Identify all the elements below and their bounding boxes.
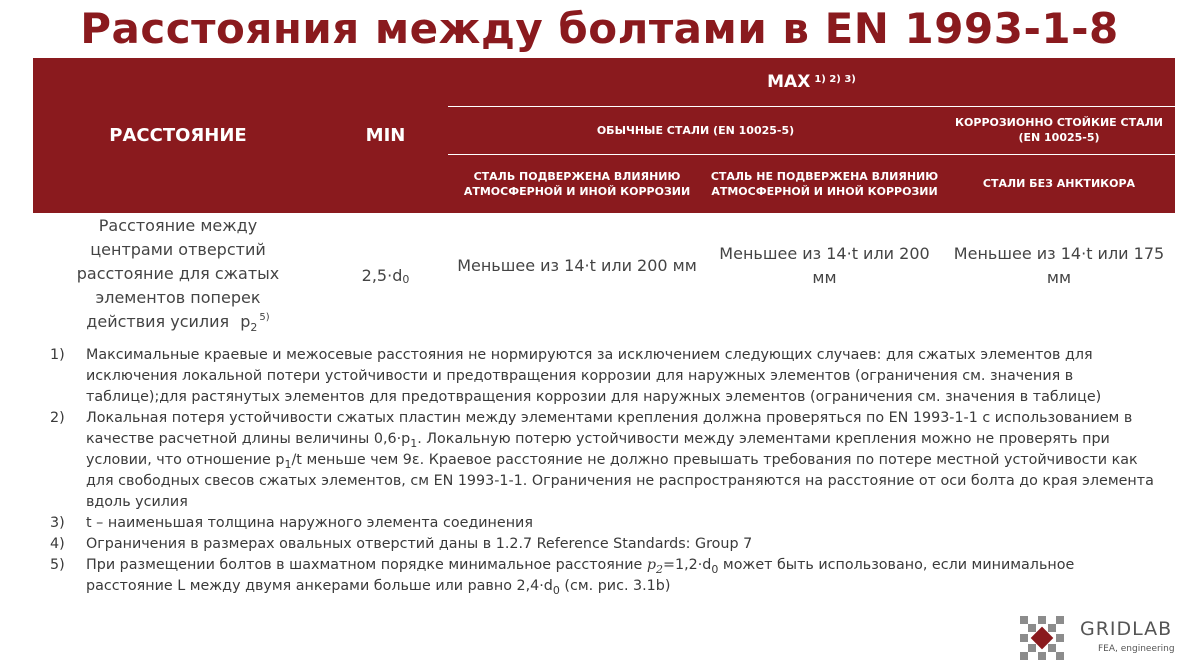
footnotes <box>50 345 1160 597</box>
row-min <box>323 214 448 336</box>
footnote-text <box>86 408 1160 513</box>
footnote-text-part: . Локальную потерю устойчивости между элементами крепления можно не проверять при условии, что отношение p <box>86 431 1110 468</box>
header-max-label: MAX <box>767 72 811 92</box>
header-distance: РАССТОЯНИЕ <box>109 125 247 146</box>
footnote-item <box>50 408 1160 513</box>
footnote-number: 5) <box>50 557 65 573</box>
row-distance-ref: 5) <box>259 311 270 323</box>
row-min-value: 2,5·d <box>361 265 403 285</box>
row-distance-last-line <box>86 310 269 337</box>
header-not-exposed: СТАЛЬ НЕ ПОДВЕРЖЕНА ВЛИЯНИЮ АТМОСФЕРНОЙ И ИНОЙ КОРРОЗИИ <box>710 169 939 198</box>
row-distance <box>33 216 323 334</box>
header-max-refs: 1) 2) 3) <box>814 73 856 85</box>
footnote-item <box>50 555 1160 597</box>
row-max-exposed: Меньшее из 14·t или 200 мм <box>457 256 697 275</box>
footnote-sub: 2 <box>656 563 664 576</box>
row-distance-line: Расстояние между <box>98 215 258 235</box>
row-max-no-coating: Меньшее из 14·t или 175 мм <box>953 244 1165 287</box>
row-max-not-exposed: Меньшее из 14·t или 200 мм <box>719 244 930 287</box>
gridlab-logo-icon <box>1018 614 1066 662</box>
footnote-text-part: /t меньше чем 9ε. Краевое расстояние не должно превышать требования по потере местной устойчивости как для свободных свесов сжатых элементов, см EN 1993-1-1. Ограничения не распространяются на расстояние от оси болта до края элемента вдоль усилия <box>86 452 1154 510</box>
footnote-sub: 1 <box>410 437 418 450</box>
footnote-text-part: При размещении болтов в шахматном порядке минимальное расстояние <box>86 557 647 573</box>
footnote-number: 2) <box>50 410 65 426</box>
footnote-text-part: (см. рис. 3.1b) <box>559 578 671 594</box>
footnote-text: Максимальные краевые и межосевые расстояния не нормируются за исключением следующих случаев: для сжатых элементов для исключения локальной потери устойчивости и предотвращения коррозии для наружных элементов (ограничения см. значения в таблице);для растянутых элементов для предотвращения коррозии для наружных элементов (ограничения см. значения в таблице) <box>86 347 1102 405</box>
footnote-number: 1) <box>50 347 65 363</box>
footnote-item <box>50 513 1160 534</box>
footnote-text-part: Локальная потеря устойчивости сжатых пластин между элементами крепления должна проверяться по EN 1993-1-1 с использованием в качестве расчетной длины величины 0,6·p <box>86 410 1133 447</box>
header-exposed: СТАЛЬ ПОДВЕРЖЕНА ВЛИЯНИЮ АТМОСФЕРНОЙ И ИНОЙ КОРРОЗИИ <box>463 169 691 198</box>
gridlab-tagline: FEA, engineering <box>1098 644 1175 654</box>
footnote-symbol: p <box>646 557 657 573</box>
row-distance-symbol: p <box>240 311 251 331</box>
table-row <box>33 214 1175 336</box>
gridlab-brand: GRIDLAB <box>1080 618 1173 640</box>
row-min-sub: 0 <box>402 272 410 286</box>
row-distance-line: элементов поперек <box>95 287 261 307</box>
row-distance-text: действия усилия <box>86 311 230 331</box>
header-min: MIN <box>365 125 406 146</box>
footnote-text <box>86 555 1160 597</box>
header-no-coating: СТАЛИ БЕЗ АНКТИКОРА <box>982 177 1136 190</box>
header-ordinary-steels: ОБЫЧНЫЕ СТАЛИ (EN 10025-5) <box>596 123 795 137</box>
row-distance-symbol-sub: 2 <box>250 320 258 334</box>
footnote-item <box>50 534 1160 555</box>
footnote-number: 3) <box>50 515 65 531</box>
footnote-number: 4) <box>50 536 65 552</box>
header-max <box>448 58 1175 106</box>
footnote-text-part: может быть использовано, если минимальное расстояние L между двумя анкерами больше или равно 2,4·d <box>86 557 1075 594</box>
footnote-text-part: =1,2·d <box>663 557 712 573</box>
footnote-item <box>50 345 1160 408</box>
footnote-sub: 0 <box>711 563 719 576</box>
footnote-text: Ограничения в размерах овальных отверстий даны в 1.2.7 Reference Standards: Group 7 <box>86 536 753 552</box>
row-distance-line: центрами отверстий <box>90 239 266 259</box>
header-corrosion-resistant: КОРРОЗИОННО СТОЙКИЕ СТАЛИ (EN 10025-5) <box>955 116 1163 144</box>
page-title: Расстояния между болтами в EN 1993-1-8 <box>80 4 1119 53</box>
table-header <box>33 58 1175 213</box>
footnote-sub: 1 <box>284 458 292 471</box>
footnote-sub: 0 <box>552 584 560 597</box>
gridlab-logo <box>1018 612 1183 664</box>
row-distance-line: расстояние для сжатых <box>76 263 280 283</box>
footnote-text: t – наименьшая толщина наружного элемента соединения <box>86 515 533 531</box>
